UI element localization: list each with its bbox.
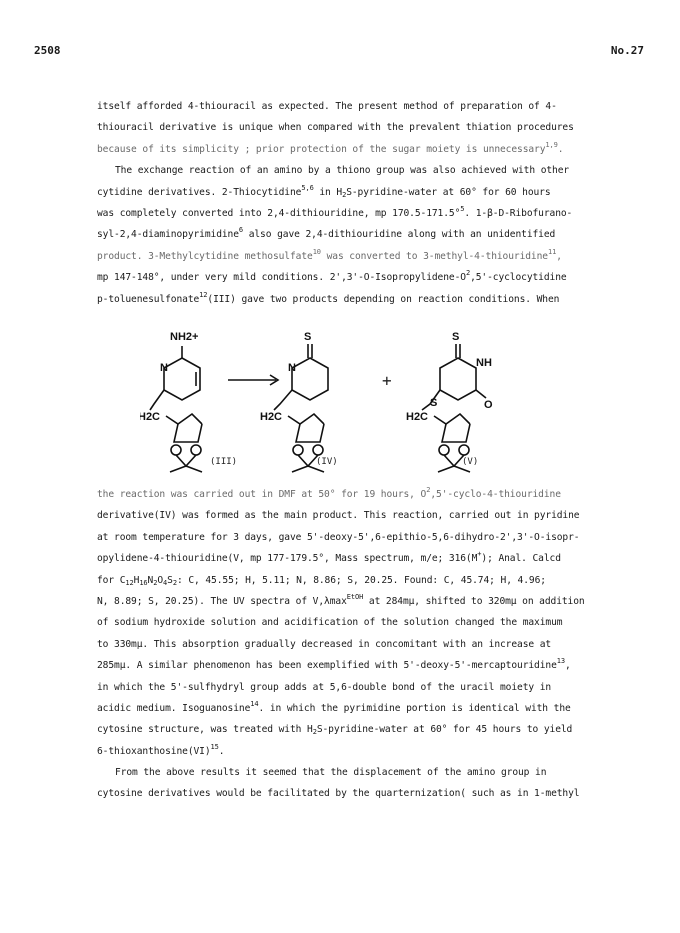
text-run: p-toluenesulfonate (97, 293, 200, 305)
text-run: S-pyridine-water at 60° for 60 hours (346, 186, 551, 198)
text-run: cytosine structure, was treated with H (97, 724, 313, 736)
compound-v-structure (406, 331, 493, 472)
text-run: O (157, 574, 164, 586)
text-line (97, 719, 583, 740)
text-line (97, 182, 583, 203)
text-run: in which the 5'-sulfhydryl group adds at 5,6-double bond of the uracil moiety in (97, 681, 552, 693)
subscript: 4 (163, 578, 168, 587)
subscript: 2 (153, 578, 158, 587)
h2c-label: H2C (140, 411, 161, 423)
text-run: product. 3-Methylcytidine methosulfate (97, 250, 313, 262)
text-run: was converted to 3-methyl-4-thiouridine (320, 250, 548, 262)
compound-iii-structure (140, 331, 237, 472)
nh-label: NH (476, 357, 492, 369)
text-run: in H (313, 186, 343, 198)
text-run: ,5'-cyclocytidine (470, 272, 567, 284)
text-line (97, 96, 583, 117)
text-line (97, 570, 583, 591)
text-run: ,5'-cyclo-4-thiouridine (430, 489, 561, 500)
plus-sign: + (382, 371, 392, 390)
superscript: 2 (426, 486, 431, 494)
text-line (97, 548, 583, 569)
superscript: EtOH (346, 592, 364, 601)
text-run: From the above results it seemed that the displacement of the amino group in (115, 767, 547, 779)
text-line (97, 224, 583, 245)
text-run: syl-2,4-diaminopyrimidine (97, 229, 239, 241)
text-run: for C (97, 574, 126, 586)
text-line (97, 612, 583, 633)
text-run: S (167, 574, 173, 586)
text-run: 6-thioxanthosine(VI) (97, 745, 211, 757)
text-run: H (133, 574, 140, 586)
text-run: S-pyridine-water at 60° for 45 hours to yield (316, 724, 573, 736)
text-run: cytidine derivatives. 2-Thiocytidine (97, 186, 302, 198)
text-run: N, 8.89; S, 20.25). The UV spectra of V,λmax (97, 595, 347, 607)
text-run: itself afforded 4-thiouracil as expected. The present method of preparation of 4- (97, 101, 557, 112)
superscript: 6 (238, 226, 244, 235)
text-run: N (147, 574, 154, 586)
text-run: the reaction was carried out in DMF at 50° for 19 hours, O (97, 489, 427, 500)
text-run: , (565, 660, 571, 672)
text-line (97, 267, 583, 288)
text-run: to 330mμ. This absorption gradually decreased in concomitant with an increase at (97, 638, 552, 650)
text-run: . in which the pyrimidine portion is identical with the (258, 702, 571, 714)
label-iii: (III) (210, 457, 238, 467)
h2c-label-v: H2C (406, 411, 429, 423)
text-line (97, 634, 583, 655)
n-label-iv: N (288, 362, 296, 374)
text-line (97, 203, 583, 224)
page-number: 2508 (34, 44, 61, 57)
text-line (97, 783, 583, 804)
text-run: derivative(IV) was formed as the main product. This reaction, carried out in pyridine (97, 510, 580, 522)
superscript: + (477, 550, 482, 559)
superscript: 2 (465, 269, 471, 278)
text-run: (III) gave two products depending on reaction conditions. When (207, 293, 560, 305)
s-label-iv: S (304, 331, 312, 343)
text-line (97, 117, 583, 138)
text-run: 285mμ. A similar phenomenon has been exemplified with 5'-deoxy-5'-mercaptouridine (97, 660, 557, 672)
subscript: 2 (342, 190, 347, 199)
text-run: at room temperature for 3 days, gave 5'-deoxy-5',6-epithio-5,6-dihydro-2',3'-O-isopr- (97, 531, 580, 543)
superscript: 5,6 (301, 183, 314, 192)
journal-issue: No.27 (610, 44, 644, 57)
text-line (97, 160, 583, 181)
subscript: 2 (312, 728, 317, 737)
text-run: ); Anal. Calcd (481, 553, 561, 565)
s-label-v-ring: S (430, 397, 438, 409)
text-line (97, 591, 583, 612)
body-text-bottom (97, 484, 583, 805)
text-line (97, 762, 583, 783)
text-run: of sodium hydroxide solution and acidification of the solution changed the maximum (97, 617, 563, 629)
text-run: . 1-β-D-Ribofurano- (464, 207, 573, 219)
s-label-v: S (452, 331, 460, 343)
text-run: . (218, 745, 225, 757)
nh2-plus-label: NH2+ (170, 331, 199, 343)
text-run: mp 147-148°, under very mild conditions. 2',3'-O-Isopropylidene-O (97, 272, 466, 284)
text-run: was completely converted into 2,4-dithiouridine, mp 170.5-171.5° (97, 207, 461, 219)
text-run: The exchange reaction of an amino by a thiono group was also achieved with other (115, 165, 570, 177)
text-run: , (556, 250, 562, 262)
text-run: opylidene-4-thiouridine(V, mp 177-179.5°, Mass spectrum, m/e; 316(M (97, 553, 478, 565)
text-run: cytosine derivatives would be facilitated by the quarternization( such as in 1-methyl (97, 788, 580, 800)
text-run: at 284mμ, shifted to 320mμ on addition (363, 595, 585, 607)
superscript: 12 (199, 290, 208, 299)
body-text-top (97, 96, 583, 310)
superscript: 13 (556, 657, 565, 666)
subscript: 2 (172, 578, 177, 587)
label-v: (V) (462, 457, 479, 467)
superscript: 10 (312, 247, 321, 256)
text-line (97, 505, 583, 526)
text-run: also gave 2,4-dithiouridine along with an unidentified (243, 229, 556, 241)
o-label-v: O (484, 399, 493, 411)
superscript: 11 (547, 247, 557, 256)
text-line (97, 655, 583, 676)
reaction-scheme-drawing (140, 324, 580, 476)
text-run: acidic medium. Isoguanosine (97, 702, 251, 714)
text-line (97, 527, 583, 548)
superscript: 14 (250, 699, 259, 708)
text-run: . (557, 143, 564, 155)
text-line (97, 698, 583, 719)
compound-iv-structure (260, 331, 338, 472)
text-run: thiouracil derivative is unique when compared with the prevalent thiation procedures (97, 122, 574, 134)
h2c-label-iv: H2C (260, 411, 283, 423)
superscript: 5 (460, 204, 465, 213)
subscript: 16 (139, 578, 148, 587)
n-label: N (160, 362, 168, 374)
superscript: 15 (210, 742, 219, 751)
text-line (97, 246, 583, 267)
text-line (97, 741, 583, 762)
text-line (97, 139, 583, 160)
reaction-scheme (140, 324, 580, 476)
reaction-arrow (228, 375, 278, 385)
text-run: : C, 45.55; H, 5.11; N, 8.86; S, 20.25. Found: C, 45.74; H, 4.96; (176, 574, 546, 586)
text-line (97, 289, 583, 310)
superscript: 1,9 (545, 140, 558, 149)
text-line (97, 484, 583, 505)
label-iv: (IV) (316, 457, 338, 467)
text-run: because of its simplicity ; prior protection of the sugar moiety is unnecessary (97, 143, 546, 155)
text-line (97, 677, 583, 698)
subscript: 12 (125, 578, 134, 587)
